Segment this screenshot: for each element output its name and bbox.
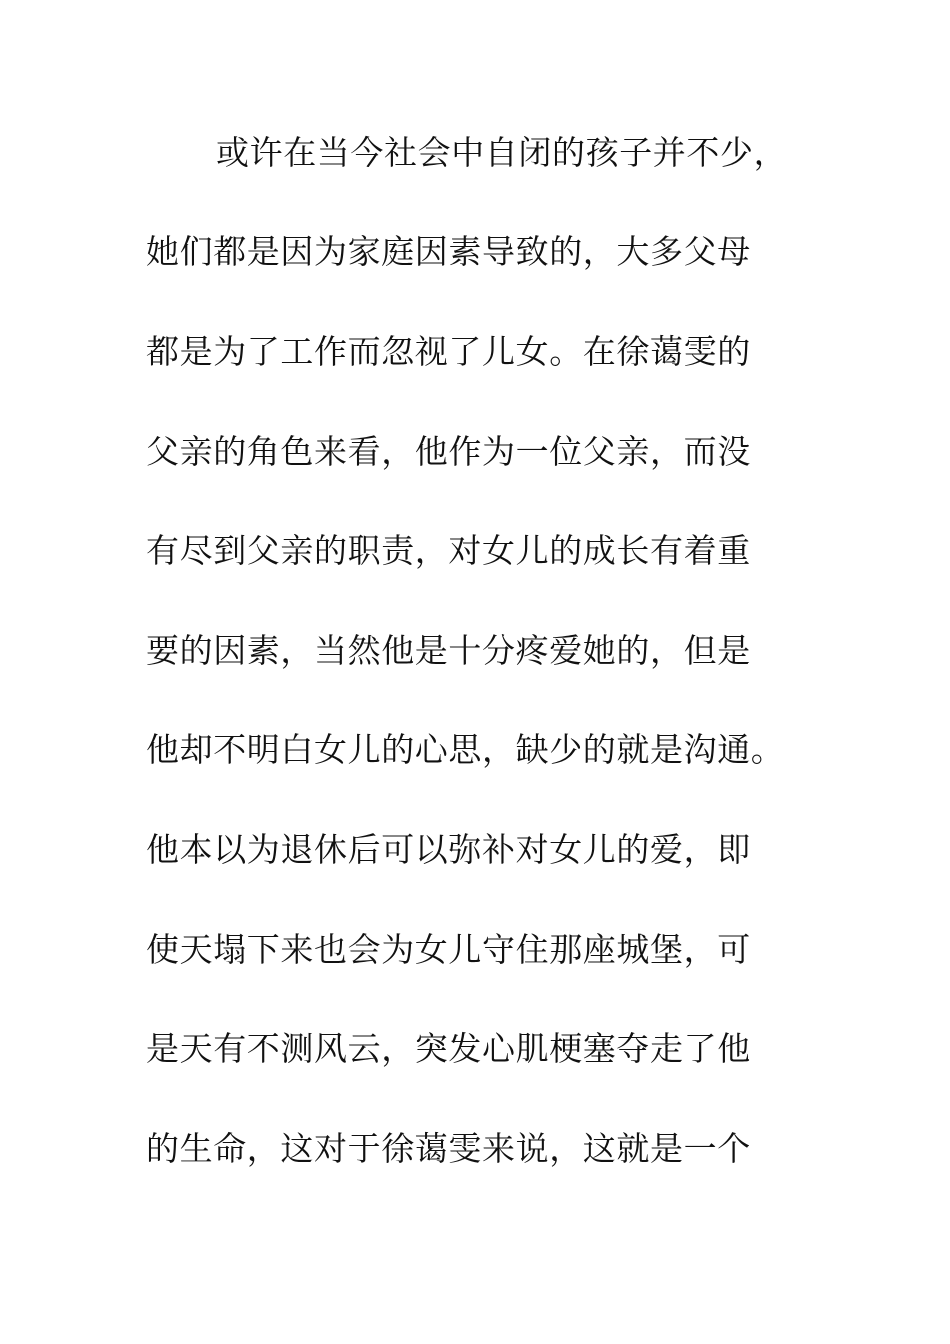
paragraph-line-2: 她们都是因为家庭因素导致的，大多父母 xyxy=(146,232,751,271)
paragraph-line-5: 有尽到父亲的职责，对女儿的成长有着重 xyxy=(146,531,751,570)
paragraph-line-10: 是天有不测风云，突发心肌梗塞夺走了他 xyxy=(146,1029,751,1068)
paragraph-line-11: 的生命，这对于徐蔼雯来说，这就是一个 xyxy=(146,1129,751,1168)
paragraph-line-7: 他却不明白女儿的心思，缺少的就是沟通。 xyxy=(146,730,785,769)
paragraph-line-9: 使天塌下来也会为女儿守住那座城堡，可 xyxy=(146,930,751,969)
paragraph-line-4: 父亲的角色来看，他作为一位父亲，而没 xyxy=(146,432,751,471)
paragraph-line-8: 他本以为退休后可以弥补对女儿的爱，即 xyxy=(146,830,751,869)
paragraph-line-3: 都是为了工作而忽视了儿女。在徐蔼雯的 xyxy=(146,332,751,371)
paragraph-line-6: 要的因素，当然他是十分疼爱她的，但是 xyxy=(146,631,751,670)
paragraph-line-1: 或许在当今社会中自闭的孩子并不少， xyxy=(216,133,788,172)
